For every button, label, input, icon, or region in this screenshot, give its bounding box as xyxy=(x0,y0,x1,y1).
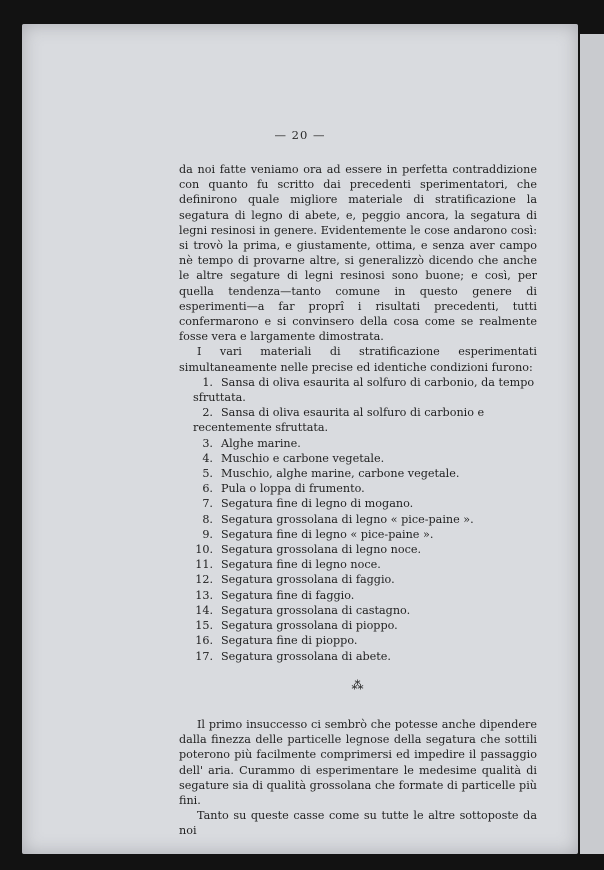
material-number: 8. xyxy=(202,512,213,526)
material-item xyxy=(179,466,537,481)
next-page-edge xyxy=(580,34,604,854)
material-item xyxy=(179,557,537,572)
paragraph-after-2: Tanto su queste casse come su tutte le altre sottoposte da noi xyxy=(179,809,537,838)
material-text: Segatura grossolana di abete. xyxy=(221,649,391,663)
material-text: Segatura fine di pioppo. xyxy=(221,634,358,648)
scanned-page xyxy=(22,24,578,854)
material-number: 4. xyxy=(202,451,213,465)
page-body xyxy=(179,162,537,839)
material-item xyxy=(179,572,537,587)
material-item xyxy=(179,375,537,405)
material-number: 15. xyxy=(195,619,213,633)
material-item xyxy=(179,527,537,542)
material-text: Segatura fine di legno noce. xyxy=(221,558,381,572)
material-item xyxy=(179,588,537,603)
material-text: Segatura fine di legno « pice-paine ». xyxy=(221,527,434,541)
material-number: 2. xyxy=(202,406,213,420)
material-number: 9. xyxy=(202,527,213,541)
material-number: 7. xyxy=(202,497,213,511)
material-text: Segatura grossolana di pioppo. xyxy=(221,619,398,633)
material-item xyxy=(179,451,537,466)
material-text: Segatura grossolana di castagno. xyxy=(221,603,411,617)
paragraph-after-1: Il primo insuccesso ci sembrò che potesse anche dipendere dalla finezza delle particelle legnose della segatura che sottili poterono più facilmente comprimersi ed impedire il passaggio dell' aria. Curammo di esperimentare le medesime qualità di segature sia di qualità grossolana che formate di particelle più fini. xyxy=(179,717,537,807)
material-item xyxy=(179,405,537,435)
material-item xyxy=(179,649,537,664)
page-number: — 20 — xyxy=(274,128,326,142)
material-text: Sansa di oliva esaurita al solfuro di carbonio, da tempo sfruttata. xyxy=(193,375,535,405)
material-text: Sansa di oliva esaurita al solfuro di carbonio e recentemente sfruttata. xyxy=(193,406,485,435)
material-item xyxy=(179,603,537,618)
material-item xyxy=(179,496,537,511)
material-item xyxy=(179,618,537,633)
material-number: 12. xyxy=(195,573,213,587)
material-text: Alghe marine. xyxy=(221,436,301,450)
material-item xyxy=(179,512,537,527)
materials-intro: I vari materiali di stratificazione esperimentati simultaneamente nelle precise ed identiche condizioni furono: xyxy=(179,345,537,374)
material-number: 10. xyxy=(195,543,213,557)
material-item xyxy=(179,633,537,648)
material-number: 16. xyxy=(195,634,213,648)
material-number: 11. xyxy=(195,558,213,572)
material-text: Segatura grossolana di legno noce. xyxy=(221,543,422,557)
material-number: 17. xyxy=(195,649,213,663)
asterism: ⁂ xyxy=(351,677,365,692)
materials-list xyxy=(179,375,537,664)
material-number: 5. xyxy=(202,467,213,481)
material-number: 6. xyxy=(202,482,213,496)
material-text: Muschio, alghe marine, carbone vegetale. xyxy=(221,467,460,481)
material-text: Segatura fine di faggio. xyxy=(221,588,355,602)
material-number: 1. xyxy=(202,375,213,389)
material-text: Pula o loppa di frumento. xyxy=(221,482,365,496)
material-item xyxy=(179,436,537,451)
material-number: 14. xyxy=(195,603,213,617)
material-number: 3. xyxy=(202,436,213,450)
material-number: 13. xyxy=(195,588,213,602)
material-text: Segatura grossolana di legno « pice-paine ». xyxy=(221,512,474,526)
material-item xyxy=(179,542,537,557)
material-item xyxy=(179,481,537,496)
material-text: Muschio e carbone vegetale. xyxy=(221,451,385,465)
intro-paragraph: da noi fatte veniamo ora ad essere in perfetta contraddizione con quanto fu scritto dai precedenti sperimentatori, che definirono quale migliore materiale di stratificazione la segatura di legno di abete, e, peggio ancora, la segatura di legni resinosi in genere. Evidentemente le cose andarono così: si trovò la prima, e giustamente, ottima, e senza aver campo nè tempo di provarne altre, si generalizzò dicendo che anche le altre segature di legni resinosi sono buone; e così, per quella tendenza—tanto comune in questo genere di esperimenti—a far proprî i risultati precedenti, tutti confermarono e si convinsero della cosa come se realmente fosse vera e largamente dimostrata. xyxy=(179,163,537,344)
material-text: Segatura grossolana di faggio. xyxy=(221,573,395,587)
material-text: Segatura fine di legno di mogano. xyxy=(221,497,414,511)
